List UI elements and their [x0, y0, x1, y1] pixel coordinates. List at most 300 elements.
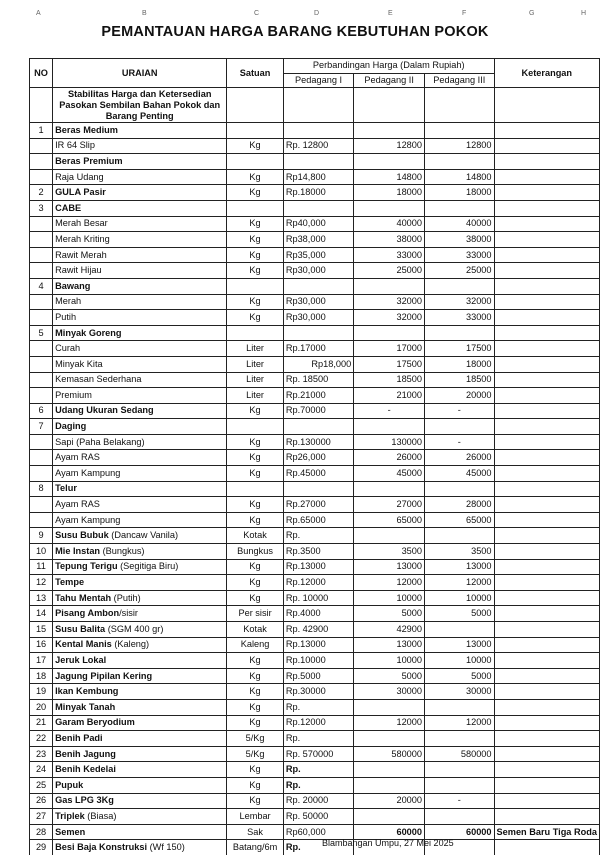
cell-pedagang-1[interactable]: Rp.45000	[283, 466, 353, 482]
cell-keterangan[interactable]	[494, 263, 599, 279]
cell-pedagang-3[interactable]: 25000	[425, 263, 495, 279]
cell-no[interactable]	[30, 434, 53, 450]
cell-uraian[interactable]	[53, 809, 227, 825]
cell-uraian[interactable]	[53, 575, 227, 591]
cell-pedagang-1[interactable]: Rp.	[283, 777, 353, 793]
cell-keterangan[interactable]	[494, 622, 599, 638]
cell-no[interactable]	[30, 341, 53, 357]
cell-pedagang-1[interactable]: Rp.18000	[283, 185, 353, 201]
cell-no[interactable]: 2	[30, 185, 53, 201]
cell-pedagang-3[interactable]: 580000	[425, 746, 495, 762]
cell-pedagang-1[interactable]: Rp.5000	[283, 668, 353, 684]
cell-no[interactable]	[30, 263, 53, 279]
cell-satuan[interactable]: Kg	[227, 263, 284, 279]
cell-uraian[interactable]	[53, 668, 227, 684]
cell-satuan[interactable]: Kg	[227, 310, 284, 326]
cell-keterangan[interactable]	[494, 481, 599, 497]
cell-pedagang-2[interactable]: 3500	[354, 544, 425, 560]
cell-satuan[interactable]: Kotak	[227, 528, 284, 544]
cell-pedagang-3[interactable]	[425, 123, 495, 139]
cell-uraian[interactable]	[53, 216, 227, 232]
cell-uraian[interactable]	[53, 715, 227, 731]
column-letter-a[interactable]: A	[36, 10, 41, 17]
cell-pedagang-3[interactable]	[425, 481, 495, 497]
cell-keterangan[interactable]	[494, 200, 599, 216]
cell-no[interactable]: 17	[30, 653, 53, 669]
cell-pedagang-3[interactable]: 18000	[425, 356, 495, 372]
cell-pedagang-2[interactable]	[354, 419, 425, 435]
cell-pedagang-3[interactable]: 12800	[425, 138, 495, 154]
cell-pedagang-1[interactable]: Rp. 20000	[283, 793, 353, 809]
cell-uraian[interactable]	[53, 200, 227, 216]
cell-pedagang-1[interactable]: Rp.	[283, 762, 353, 778]
cell-keterangan[interactable]	[494, 606, 599, 622]
cell-pedagang-3[interactable]: 18000	[425, 185, 495, 201]
cell-satuan[interactable]: Kg	[227, 138, 284, 154]
cell-satuan[interactable]: Kg	[227, 497, 284, 513]
cell-satuan[interactable]: Kg	[227, 403, 284, 419]
cell-pedagang-1[interactable]: Rp60,000	[283, 824, 353, 840]
cell-satuan[interactable]: Kg	[227, 169, 284, 185]
cell-pedagang-3[interactable]: 40000	[425, 216, 495, 232]
cell-uraian[interactable]	[53, 372, 227, 388]
cell-pedagang-1[interactable]: Rp.	[283, 528, 353, 544]
cell-keterangan[interactable]	[494, 777, 599, 793]
cell-pedagang-3[interactable]	[425, 278, 495, 294]
cell-no[interactable]	[30, 310, 53, 326]
cell-no[interactable]: 12	[30, 575, 53, 591]
cell-satuan[interactable]: Kg	[227, 232, 284, 248]
cell-pedagang-3[interactable]: 26000	[425, 450, 495, 466]
cell-pedagang-1[interactable]: Rp14,800	[283, 169, 353, 185]
cell-pedagang-1[interactable]	[283, 325, 353, 341]
cell-pedagang-3[interactable]: 20000	[425, 388, 495, 404]
cell-pedagang-3[interactable]: 3500	[425, 544, 495, 560]
cell-pedagang-2[interactable]	[354, 699, 425, 715]
cell-uraian[interactable]	[53, 622, 227, 638]
cell-pedagang-2[interactable]: 5000	[354, 668, 425, 684]
cell-pedagang-2[interactable]: 21000	[354, 388, 425, 404]
cell-pedagang-3[interactable]: 33000	[425, 247, 495, 263]
cell-pedagang-2[interactable]: 12800	[354, 138, 425, 154]
cell-pedagang-3[interactable]: 13000	[425, 637, 495, 653]
cell-uraian[interactable]	[53, 419, 227, 435]
cell-keterangan[interactable]	[494, 512, 599, 528]
cell-satuan[interactable]	[227, 123, 284, 139]
cell-pedagang-1[interactable]: Rp.3500	[283, 544, 353, 560]
cell-pedagang-2[interactable]	[354, 731, 425, 747]
cell-no[interactable]: 22	[30, 731, 53, 747]
cell-keterangan[interactable]	[494, 762, 599, 778]
cell-uraian[interactable]	[53, 388, 227, 404]
cell-pedagang-2[interactable]	[354, 777, 425, 793]
cell-pedagang-1[interactable]	[283, 123, 353, 139]
cell-pedagang-3[interactable]	[425, 200, 495, 216]
cell-keterangan[interactable]	[494, 528, 599, 544]
cell-satuan[interactable]: Kg	[227, 715, 284, 731]
cell-satuan[interactable]: 5/Kg	[227, 746, 284, 762]
cell-pedagang-1[interactable]: Rp.	[283, 840, 353, 855]
cell-no[interactable]: 7	[30, 419, 53, 435]
cell-keterangan[interactable]	[494, 138, 599, 154]
cell-no[interactable]: 1	[30, 123, 53, 139]
cell-keterangan[interactable]	[494, 232, 599, 248]
cell-uraian[interactable]	[53, 466, 227, 482]
cell-pedagang-3[interactable]	[425, 528, 495, 544]
cell-pedagang-3[interactable]: 14800	[425, 169, 495, 185]
cell-no[interactable]	[30, 138, 53, 154]
cell-pedagang-3[interactable]	[425, 325, 495, 341]
cell-pedagang-2[interactable]: 32000	[354, 310, 425, 326]
cell-satuan[interactable]: Kg	[227, 777, 284, 793]
cell-pedagang-3[interactable]	[425, 762, 495, 778]
cell-pedagang-2[interactable]: 32000	[354, 294, 425, 310]
cell-no[interactable]	[30, 169, 53, 185]
cell-uraian[interactable]	[53, 528, 227, 544]
cell-keterangan[interactable]	[494, 372, 599, 388]
cell-pedagang-1[interactable]: Rp.13000	[283, 637, 353, 653]
cell-uraian[interactable]	[53, 746, 227, 762]
cell-pedagang-1[interactable]	[283, 419, 353, 435]
cell-keterangan[interactable]	[494, 746, 599, 762]
cell-uraian[interactable]	[53, 777, 227, 793]
cell-uraian[interactable]	[53, 762, 227, 778]
cell-pedagang-1[interactable]: Rp35,000	[283, 247, 353, 263]
cell-pedagang-2[interactable]: 580000	[354, 746, 425, 762]
cell-pedagang-2[interactable]	[354, 481, 425, 497]
cell-pedagang-3[interactable]: 33000	[425, 310, 495, 326]
cell-satuan[interactable]: Bungkus	[227, 544, 284, 560]
cell-pedagang-1[interactable]	[283, 481, 353, 497]
cell-keterangan[interactable]	[494, 154, 599, 170]
cell-uraian[interactable]	[53, 559, 227, 575]
cell-pedagang-3[interactable]	[425, 699, 495, 715]
cell-satuan[interactable]: 5/Kg	[227, 731, 284, 747]
cell-no[interactable]: 6	[30, 403, 53, 419]
cell-pedagang-3[interactable]: 12000	[425, 715, 495, 731]
cell-pedagang-2[interactable]: 17000	[354, 341, 425, 357]
cell-no[interactable]: 29	[30, 840, 53, 855]
cell-uraian[interactable]	[53, 154, 227, 170]
cell-satuan[interactable]: Lembar	[227, 809, 284, 825]
cell-satuan[interactable]: Kg	[227, 450, 284, 466]
cell-uraian[interactable]	[53, 590, 227, 606]
cell-pedagang-2[interactable]	[354, 762, 425, 778]
cell-no[interactable]: 27	[30, 809, 53, 825]
column-letter-c[interactable]: C	[254, 10, 260, 17]
cell-pedagang-1[interactable]: Rp. 18500	[283, 372, 353, 388]
cell-keterangan[interactable]	[494, 278, 599, 294]
cell-no[interactable]	[30, 154, 53, 170]
cell-keterangan[interactable]	[494, 559, 599, 575]
cell-uraian[interactable]	[53, 169, 227, 185]
cell-no[interactable]: 24	[30, 762, 53, 778]
cell-no[interactable]: 20	[30, 699, 53, 715]
cell-pedagang-1[interactable]: Rp.70000	[283, 403, 353, 419]
cell-pedagang-3[interactable]	[425, 777, 495, 793]
cell-satuan[interactable]: Kg	[227, 294, 284, 310]
cell-uraian[interactable]	[53, 731, 227, 747]
cell-uraian[interactable]	[53, 325, 227, 341]
cell-pedagang-2[interactable]: 20000	[354, 793, 425, 809]
cell-uraian[interactable]	[53, 544, 227, 560]
cell-pedagang-1[interactable]	[283, 154, 353, 170]
cell-keterangan[interactable]	[494, 123, 599, 139]
cell-keterangan[interactable]	[494, 434, 599, 450]
cell-no[interactable]	[30, 497, 53, 513]
cell-pedagang-1[interactable]: Rp. 12800	[283, 138, 353, 154]
cell-pedagang-3[interactable]: 60000	[425, 824, 495, 840]
cell-uraian[interactable]	[53, 232, 227, 248]
cell-uraian[interactable]	[53, 310, 227, 326]
cell-no[interactable]	[30, 247, 53, 263]
cell-satuan[interactable]: Kg	[227, 653, 284, 669]
cell-uraian[interactable]	[53, 138, 227, 154]
cell-pedagang-2[interactable]	[354, 200, 425, 216]
cell-pedagang-2[interactable]: -	[354, 403, 425, 419]
cell-pedagang-3[interactable]: -	[425, 403, 495, 419]
cell-no[interactable]: 26	[30, 793, 53, 809]
cell-uraian[interactable]	[53, 653, 227, 669]
cell-satuan[interactable]: Kotak	[227, 622, 284, 638]
cell-pedagang-1[interactable]: Rp.30000	[283, 684, 353, 700]
cell-satuan[interactable]: Kg	[227, 590, 284, 606]
cell-pedagang-1[interactable]: Rp.12000	[283, 715, 353, 731]
cell-uraian[interactable]	[53, 263, 227, 279]
cell-keterangan[interactable]	[494, 216, 599, 232]
cell-satuan[interactable]	[227, 200, 284, 216]
cell-uraian[interactable]	[53, 185, 227, 201]
cell-pedagang-3[interactable]: 13000	[425, 559, 495, 575]
cell-no[interactable]: 28	[30, 824, 53, 840]
cell-satuan[interactable]: Kg	[227, 699, 284, 715]
cell-pedagang-1[interactable]: Rp18,000	[283, 356, 353, 372]
cell-keterangan[interactable]	[494, 450, 599, 466]
cell-pedagang-3[interactable]: -	[425, 793, 495, 809]
cell-no[interactable]: 16	[30, 637, 53, 653]
cell-pedagang-2[interactable]: 14800	[354, 169, 425, 185]
cell-keterangan[interactable]	[494, 185, 599, 201]
cell-pedagang-1[interactable]: Rp.10000	[283, 653, 353, 669]
cell-pedagang-3[interactable]: 65000	[425, 512, 495, 528]
cell-satuan[interactable]: Kg	[227, 668, 284, 684]
cell-keterangan[interactable]	[494, 497, 599, 513]
cell-no[interactable]	[30, 216, 53, 232]
cell-satuan[interactable]	[227, 481, 284, 497]
cell-no[interactable]: 18	[30, 668, 53, 684]
cell-no[interactable]: 21	[30, 715, 53, 731]
cell-no[interactable]	[30, 356, 53, 372]
cell-pedagang-2[interactable]	[354, 278, 425, 294]
cell-satuan[interactable]: Kg	[227, 216, 284, 232]
cell-keterangan[interactable]	[494, 699, 599, 715]
cell-pedagang-1[interactable]: Rp.4000	[283, 606, 353, 622]
cell-satuan[interactable]: Kg	[227, 575, 284, 591]
cell-satuan[interactable]: Liter	[227, 341, 284, 357]
cell-pedagang-1[interactable]: Rp.17000	[283, 341, 353, 357]
cell-satuan[interactable]	[227, 419, 284, 435]
cell-keterangan[interactable]	[494, 169, 599, 185]
cell-keterangan[interactable]	[494, 403, 599, 419]
cell-pedagang-2[interactable]	[354, 809, 425, 825]
column-letter-e[interactable]: E	[388, 10, 393, 17]
cell-no[interactable]	[30, 294, 53, 310]
cell-keterangan[interactable]	[494, 575, 599, 591]
cell-satuan[interactable]: Per sisir	[227, 606, 284, 622]
cell-pedagang-1[interactable]: Rp.12000	[283, 575, 353, 591]
cell-pedagang-3[interactable]: 17500	[425, 341, 495, 357]
cell-pedagang-3[interactable]	[425, 731, 495, 747]
column-letter-h[interactable]: H	[581, 10, 587, 17]
cell-keterangan[interactable]	[494, 840, 599, 855]
cell-pedagang-2[interactable]: 30000	[354, 684, 425, 700]
cell-keterangan[interactable]	[494, 715, 599, 731]
cell-pedagang-1[interactable]: Rp38,000	[283, 232, 353, 248]
cell-pedagang-2[interactable]	[354, 123, 425, 139]
cell-pedagang-3[interactable]	[425, 419, 495, 435]
cell-uraian[interactable]	[53, 450, 227, 466]
cell-pedagang-2[interactable]: 42900	[354, 622, 425, 638]
cell-uraian[interactable]	[53, 824, 227, 840]
cell-pedagang-1[interactable]: Rp.	[283, 699, 353, 715]
cell-pedagang-1[interactable]: Rp.	[283, 731, 353, 747]
column-letter-d[interactable]: D	[314, 10, 320, 17]
cell-pedagang-3[interactable]: 10000	[425, 590, 495, 606]
cell-pedagang-3[interactable]: 5000	[425, 606, 495, 622]
cell-pedagang-2[interactable]: 18000	[354, 185, 425, 201]
cell-pedagang-2[interactable]: 45000	[354, 466, 425, 482]
cell-pedagang-2[interactable]	[354, 154, 425, 170]
cell-uraian[interactable]	[53, 606, 227, 622]
cell-no[interactable]: 13	[30, 590, 53, 606]
cell-keterangan[interactable]	[494, 637, 599, 653]
cell-keterangan[interactable]	[494, 356, 599, 372]
cell-pedagang-1[interactable]: Rp30,000	[283, 294, 353, 310]
cell-pedagang-3[interactable]	[425, 154, 495, 170]
cell-pedagang-3[interactable]: 38000	[425, 232, 495, 248]
cell-pedagang-1[interactable]: Rp. 42900	[283, 622, 353, 638]
cell-uraian[interactable]	[53, 512, 227, 528]
cell-keterangan[interactable]	[494, 793, 599, 809]
cell-pedagang-3[interactable]: 12000	[425, 575, 495, 591]
cell-keterangan[interactable]	[494, 325, 599, 341]
cell-satuan[interactable]	[227, 325, 284, 341]
cell-satuan[interactable]: Liter	[227, 388, 284, 404]
cell-keterangan[interactable]	[494, 668, 599, 684]
cell-pedagang-3[interactable]	[425, 809, 495, 825]
cell-pedagang-2[interactable]: 10000	[354, 653, 425, 669]
cell-uraian[interactable]	[53, 637, 227, 653]
cell-satuan[interactable]: Liter	[227, 372, 284, 388]
cell-no[interactable]: 11	[30, 559, 53, 575]
cell-keterangan[interactable]	[494, 341, 599, 357]
cell-no[interactable]	[30, 450, 53, 466]
cell-uraian[interactable]	[53, 793, 227, 809]
cell-pedagang-1[interactable]: Rp.65000	[283, 512, 353, 528]
cell-pedagang-1[interactable]: Rp30,000	[283, 263, 353, 279]
cell-pedagang-1[interactable]: Rp40,000	[283, 216, 353, 232]
cell-keterangan[interactable]	[494, 247, 599, 263]
cell-no[interactable]	[30, 372, 53, 388]
cell-uraian[interactable]	[53, 481, 227, 497]
cell-no[interactable]: 14	[30, 606, 53, 622]
cell-uraian[interactable]	[53, 294, 227, 310]
cell-keterangan[interactable]	[494, 388, 599, 404]
cell-uraian[interactable]	[53, 497, 227, 513]
cell-satuan[interactable]: Sak	[227, 824, 284, 840]
cell-keterangan[interactable]	[494, 653, 599, 669]
cell-pedagang-2[interactable]: 18500	[354, 372, 425, 388]
cell-pedagang-1[interactable]: Rp. 10000	[283, 590, 353, 606]
cell-pedagang-3[interactable]: -	[425, 434, 495, 450]
cell-no[interactable]: 25	[30, 777, 53, 793]
cell-satuan[interactable]: Kg	[227, 684, 284, 700]
cell-keterangan[interactable]	[494, 294, 599, 310]
cell-satuan[interactable]: Kg	[227, 185, 284, 201]
cell-pedagang-2[interactable]: 26000	[354, 450, 425, 466]
cell-no[interactable]: 4	[30, 278, 53, 294]
cell-no[interactable]: 8	[30, 481, 53, 497]
cell-pedagang-3[interactable]: 28000	[425, 497, 495, 513]
cell-uraian[interactable]	[53, 341, 227, 357]
cell-pedagang-3[interactable]: 45000	[425, 466, 495, 482]
cell-uraian[interactable]	[53, 278, 227, 294]
cell-pedagang-2[interactable]	[354, 325, 425, 341]
cell-no[interactable]	[30, 232, 53, 248]
cell-satuan[interactable]: Kg	[227, 793, 284, 809]
cell-satuan[interactable]	[227, 154, 284, 170]
cell-keterangan[interactable]	[494, 544, 599, 560]
cell-pedagang-1[interactable]: Rp. 570000	[283, 746, 353, 762]
cell-pedagang-2[interactable]: 40000	[354, 216, 425, 232]
column-letter-f[interactable]: F	[462, 10, 467, 17]
cell-uraian[interactable]	[53, 434, 227, 450]
cell-satuan[interactable]: Kg	[227, 559, 284, 575]
cell-keterangan[interactable]	[494, 731, 599, 747]
cell-pedagang-3[interactable]: 30000	[425, 684, 495, 700]
column-letter-b[interactable]: B	[142, 10, 147, 17]
cell-no[interactable]: 15	[30, 622, 53, 638]
cell-pedagang-2[interactable]	[354, 528, 425, 544]
cell-satuan[interactable]: Batang/6m	[227, 840, 284, 855]
cell-keterangan[interactable]	[494, 419, 599, 435]
cell-pedagang-2[interactable]: 13000	[354, 637, 425, 653]
cell-no[interactable]: 3	[30, 200, 53, 216]
cell-pedagang-3[interactable]: 5000	[425, 668, 495, 684]
cell-no[interactable]: 19	[30, 684, 53, 700]
cell-satuan[interactable]: Kaleng	[227, 637, 284, 653]
cell-pedagang-1[interactable]: Rp30,000	[283, 310, 353, 326]
cell-keterangan[interactable]	[494, 684, 599, 700]
cell-pedagang-1[interactable]: Rp. 50000	[283, 809, 353, 825]
cell-pedagang-2[interactable]: 25000	[354, 263, 425, 279]
cell-pedagang-2[interactable]: 5000	[354, 606, 425, 622]
cell-pedagang-2[interactable]: 12000	[354, 575, 425, 591]
cell-pedagang-1[interactable]: Rp.13000	[283, 559, 353, 575]
cell-pedagang-2[interactable]: 13000	[354, 559, 425, 575]
cell-pedagang-3[interactable]: 10000	[425, 653, 495, 669]
cell-pedagang-3[interactable]: 32000	[425, 294, 495, 310]
cell-satuan[interactable]: Kg	[227, 247, 284, 263]
cell-pedagang-2[interactable]: 12000	[354, 715, 425, 731]
cell-uraian[interactable]	[53, 684, 227, 700]
cell-keterangan[interactable]: Semen Baru Tiga Roda	[494, 824, 599, 840]
cell-satuan[interactable]: Kg	[227, 466, 284, 482]
cell-pedagang-1[interactable]: Rp.27000	[283, 497, 353, 513]
cell-no[interactable]: 23	[30, 746, 53, 762]
cell-pedagang-2[interactable]: 38000	[354, 232, 425, 248]
cell-uraian[interactable]	[53, 403, 227, 419]
